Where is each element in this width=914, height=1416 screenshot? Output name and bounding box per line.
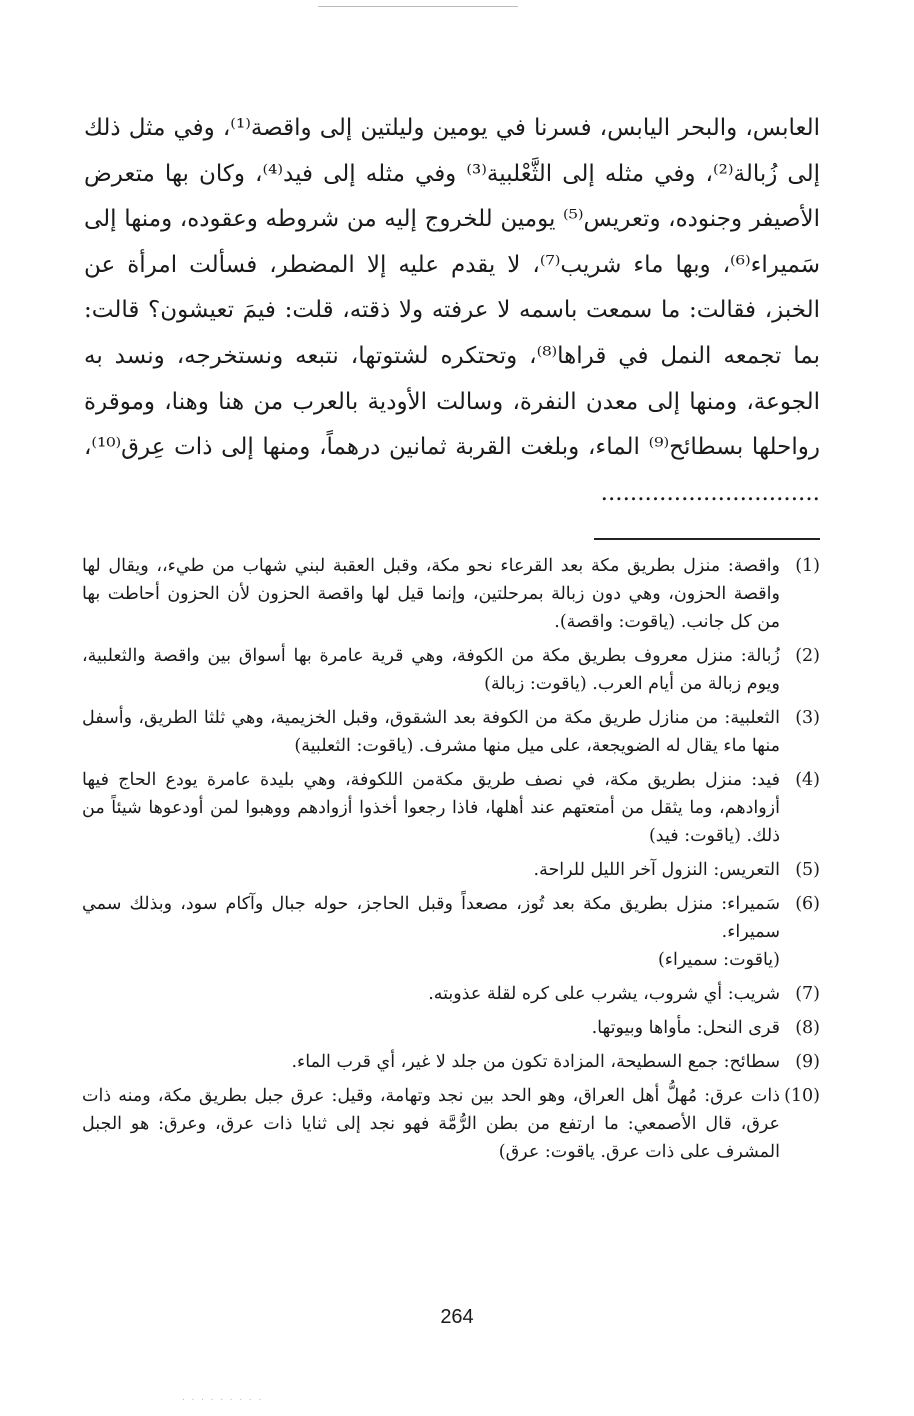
footnote-3 <box>82 704 820 760</box>
footnote-5 <box>82 856 820 884</box>
footnote-number: (10) <box>784 1086 820 1106</box>
top-rule <box>318 6 518 7</box>
footnote-number: (8) <box>795 1018 820 1038</box>
footnote-number: (6) <box>795 894 820 914</box>
footnote-text-main: سَميراء: منزل بطريق مكة بعد تُوز، مصعداً وقبل الحاجز، حوله جبال وآكام سود، وبذلك سمي سميراء. <box>82 894 780 942</box>
footnote-8 <box>82 1014 820 1042</box>
footnote-number: (5) <box>795 860 820 880</box>
footnote-number: (2) <box>795 646 820 666</box>
footnote-6 <box>82 890 820 974</box>
footnote-9 <box>82 1048 820 1076</box>
footnote-7 <box>82 980 820 1008</box>
footnote-text: ذات عرق: مُهلُّ أهل العراق، وهو الحد بين نجد وتهامة، وقيل: عرق جبل بطريق مكة، ومنه ذات عرق، قال الأصمعي: ما ارتفع من بطن الرُّمَّة فهو نجد إلى ثنايا ذات عرق، وعرق: هو الجبل المشرف على ذات عرق. ياقوت: عرق) <box>82 1086 780 1162</box>
footnote-number: (7) <box>795 984 820 1004</box>
footnote-text: فيد: منزل بطريق مكة، في نصف طريق مكةمن اللكوفة، وهي بليدة عامرة يودع الحاج فيها أزوادهم، وما يثقل من أمتعتهم عند أهلها، فاذا رجعوا أخذوا أزوادهم ووهبوا لمن أودعوها شيئاً من ذلك. (ياقوت: فيد) <box>82 770 780 846</box>
footnote-text: سطائح: جمع السطيحة، المزادة تكون من جلد لا غير، أي قرب الماء. <box>291 1052 780 1072</box>
footnote-separator <box>594 538 820 540</box>
footnote-number: (1) <box>795 556 820 576</box>
footnote-10 <box>82 1082 820 1166</box>
main-paragraph: العابس، والبحر اليابس، فسرنا في يومين وليلتين إلى واقصة⁽¹⁾، وفي مثل ذلك إلى زُبالة⁽²⁾، وفي مثله إلى الثَّعْلبية⁽³⁾ وفي مثله إلى فيد⁽⁴⁾، وكان بها متعرض الأصيفر وجنوده، وتعريس⁽⁵⁾ يومين للخروج إليه من شروطه وعقوده، ومنها إلى سَميراء⁽⁶⁾، وبها ماء شريب⁽⁷⁾، لا يقدم عليه إلا المضطر، فسألت امرأة عن الخبز، فقالت: ما سمعت باسمه لا عرفته ولا ذقته، قلت: فيمَ تعيشون؟ قالت: بما تجمعه النمل في قراها⁽⁸⁾، وتحتكره لشتوتها، نتبعه ونستخرجه، ونسد به الجوعة، ومنها إلى معدن النفرة، وسالت الأودية بالعرب من هنا وهنا، وموقرة رواحلها بسطائح⁽⁹⁾ الماء، وبلغت القربة ثمانين درهماً، ومنها إلى ذات عِرق⁽¹⁰⁾، .............................. <box>84 115 820 506</box>
footnote-text: واقصة: منزل بطريق مكة بعد القرعاء نحو مكة، وقبل العقبة لبني شهاب من طيء،، ويقال لها واقصة الحزون، وهي دون زبالة بمرحلتين، وإنما قيل لها واقصة الحزون لأن الحزون أحاطت بها من كل جانب. (ياقوت: واقصة). <box>82 556 780 632</box>
footnote-text: قرى النحل: مأواها وبيوتها. <box>591 1018 780 1038</box>
footnote-4 <box>82 766 820 850</box>
footnote-number: (9) <box>795 1052 820 1072</box>
footnote-2 <box>82 642 820 698</box>
main-text <box>84 106 820 516</box>
footnote-text <box>82 890 780 974</box>
footnote-text: شريب: أي شروب، يشرب على كره لقلة عذوبته. <box>428 984 780 1004</box>
footnotes <box>82 552 820 1172</box>
footnote-text: الثعلبية: من منازل طريق مكة من الكوفة بعد الشقوق، وقبل الخزيمية، وهي ثلثا الطريق، وأسفل منها ماء يقال له الضويجعة، على ميل منها مشرف. (ياقوت: الثعلبية) <box>82 708 780 756</box>
bottom-marks: . . . . . . . . . <box>182 1392 264 1403</box>
footnote-number: (3) <box>795 708 820 728</box>
footnote-text-source: (ياقوت: سميراء) <box>657 950 780 970</box>
footnote-number: (4) <box>795 770 820 790</box>
footnote-text: التعريس: النزول آخر الليل للراحة. <box>533 860 780 880</box>
page-number: 264 <box>440 1306 474 1328</box>
footnote-1 <box>82 552 820 636</box>
footnote-text: زُبالة: منزل معروف بطريق مكة من الكوفة، وهي قرية عامرة بها أسواق بين واقصة والثعلبية، ويوم زبالة من أيام العرب. (ياقوت: زبالة) <box>82 646 780 694</box>
